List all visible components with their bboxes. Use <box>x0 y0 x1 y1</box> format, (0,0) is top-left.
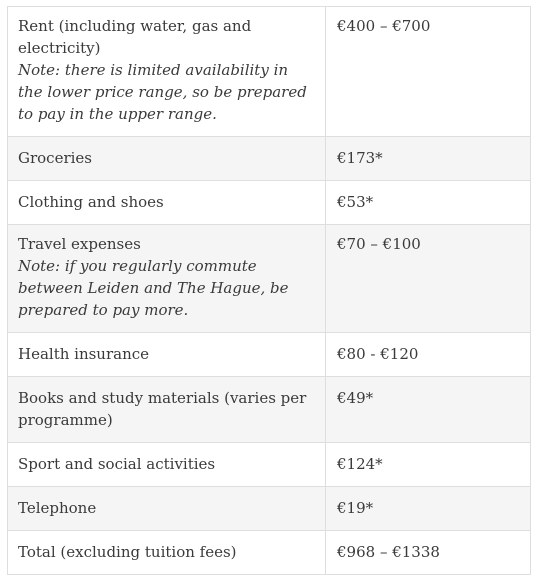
expense-label: Health insurance <box>18 345 150 363</box>
expense-cell <box>8 531 326 575</box>
amount-cell: €173* <box>326 137 531 181</box>
expense-label: Books and study materials (varies per programme) <box>18 389 307 429</box>
expense-cell <box>8 487 326 531</box>
table-row <box>8 137 531 181</box>
table-row <box>8 7 531 137</box>
table-row <box>8 443 531 487</box>
expense-label: Sport and social activities <box>18 455 216 473</box>
total-amount-cell: €968 – €1338 <box>326 531 531 575</box>
amount-cell: €19* <box>326 487 531 531</box>
table-row <box>8 487 531 531</box>
expense-cell <box>8 377 326 443</box>
amount-cell: €49* <box>326 377 531 443</box>
expense-cell <box>8 225 326 333</box>
table-row <box>8 181 531 225</box>
expense-cell <box>8 181 326 225</box>
table-row <box>8 377 531 443</box>
living-costs-table <box>7 6 531 575</box>
expense-label: Groceries <box>18 149 93 167</box>
table-row-total <box>8 531 531 575</box>
expense-note: Note: there is limited availability in the lower price range, so be prepared to pay in the upper range. <box>18 61 307 123</box>
table-row <box>8 333 531 377</box>
expense-cell <box>8 137 326 181</box>
expense-cell <box>8 7 326 137</box>
expense-note: Note: if you regularly commute between Leiden and The Hague, be prepared to pay more. <box>18 257 289 319</box>
expense-cell <box>8 333 326 377</box>
expense-label: Clothing and shoes <box>18 193 164 211</box>
expense-label: Telephone <box>18 499 97 517</box>
expense-label: Travel expenses <box>18 235 141 253</box>
amount-cell: €400 – €700 <box>326 7 531 137</box>
expense-cell <box>8 443 326 487</box>
expense-label: Rent (including water, gas and electricity) <box>18 17 252 57</box>
amount-cell: €70 – €100 <box>326 225 531 333</box>
total-label: Total (excluding tuition fees) <box>18 543 237 561</box>
amount-cell: €80 - €120 <box>326 333 531 377</box>
amount-cell: €124* <box>326 443 531 487</box>
amount-cell: €53* <box>326 181 531 225</box>
table-row <box>8 225 531 333</box>
